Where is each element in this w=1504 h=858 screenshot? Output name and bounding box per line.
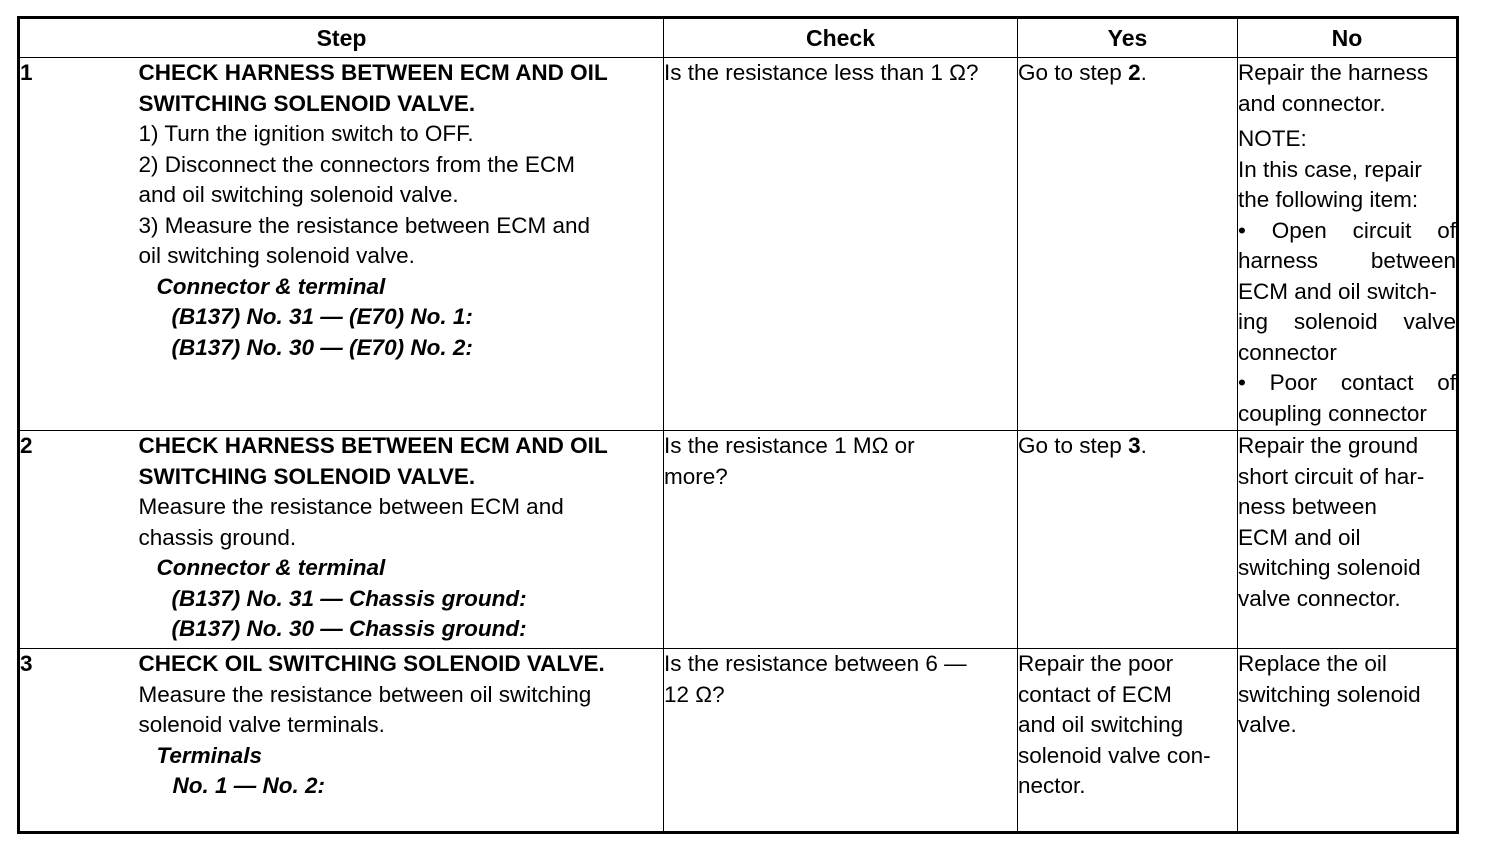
- no-line: ing solenoid valve: [1238, 309, 1456, 334]
- no-line: short circuit of har-: [1238, 463, 1425, 489]
- terminal-spec: (B137) No. 30 — Chassis ground:: [171, 616, 527, 641]
- no-line: • Poor contact of: [1238, 370, 1456, 395]
- step-number: 1: [19, 58, 139, 431]
- step-reference: 3: [1128, 433, 1141, 458]
- step-number: 3: [19, 649, 139, 833]
- check-line: Is the resistance between 6 —: [664, 651, 967, 676]
- no-line: the following item:: [1238, 187, 1419, 212]
- yes-cell: [1018, 649, 1238, 833]
- no-cell: [1238, 649, 1458, 833]
- connector-label: Connector & terminal: [156, 555, 386, 580]
- no-line: switching solenoid: [1238, 681, 1421, 707]
- check-cell: Is the resistance less than 1 Ω?: [664, 58, 1018, 431]
- step-line: solenoid valve terminals.: [138, 712, 385, 737]
- step-heading: SWITCHING SOLENOID VALVE.: [138, 463, 476, 489]
- no-line: connector: [1238, 339, 1337, 365]
- step-line: 2) Disconnect the connectors from the ECM: [138, 151, 575, 177]
- step-heading: SWITCHING SOLENOID VALVE.: [138, 90, 476, 116]
- check-cell: [664, 649, 1018, 833]
- check-line: more?: [664, 463, 728, 489]
- step-heading: CHECK HARNESS BETWEEN ECM AND OIL: [138, 433, 608, 458]
- note-label: NOTE:: [1238, 126, 1307, 151]
- step-line: and oil switching solenoid valve.: [138, 182, 459, 207]
- connector-label: Terminals: [156, 742, 262, 768]
- yes-text: Go to step: [1018, 60, 1129, 85]
- no-line: ness between: [1238, 494, 1377, 519]
- no-line: ECM and oil: [1238, 524, 1361, 550]
- header-yes: Yes: [1018, 18, 1238, 58]
- step-line: Measure the resistance between oil switching: [138, 681, 592, 707]
- step-reference: 2: [1128, 60, 1141, 85]
- no-cell: [1238, 58, 1458, 431]
- table-row: [19, 431, 1458, 649]
- check-line: Is the resistance 1 MΩ or: [664, 433, 915, 458]
- yes-line: solenoid valve con-: [1018, 742, 1211, 768]
- yes-line: nector.: [1018, 773, 1086, 798]
- yes-suffix: .: [1140, 433, 1147, 458]
- no-line: ECM and oil switch-: [1238, 278, 1437, 304]
- step-number: 2: [19, 431, 139, 649]
- terminal-spec: (B137) No. 31 — (E70) No. 1:: [171, 304, 473, 329]
- header-check: Check: [664, 18, 1018, 58]
- no-line: harness between: [1238, 248, 1456, 273]
- no-line: • Open circuit of: [1238, 217, 1456, 243]
- table-row: [19, 649, 1458, 833]
- step-heading: CHECK HARNESS BETWEEN ECM AND OIL: [138, 60, 608, 85]
- terminal-spec: No. 1 — No. 2:: [172, 773, 326, 798]
- no-line: In this case, repair: [1238, 156, 1422, 182]
- no-line: and connector.: [1238, 90, 1386, 116]
- step-line: chassis ground.: [138, 524, 297, 550]
- step-line: oil switching solenoid valve.: [138, 243, 415, 268]
- step-description: [139, 649, 664, 833]
- header-no: No: [1238, 18, 1458, 58]
- no-line: Replace the oil: [1238, 651, 1387, 676]
- no-line: valve connector.: [1238, 585, 1401, 611]
- terminal-spec: (B137) No. 30 — (E70) No. 2:: [171, 334, 473, 360]
- step-line: Measure the resistance between ECM and: [138, 494, 564, 519]
- yes-line: Repair the poor: [1018, 651, 1174, 676]
- no-cell: [1238, 431, 1458, 649]
- check-line: 12 Ω?: [664, 681, 725, 707]
- step-line: 1) Turn the ignition switch to OFF.: [138, 121, 474, 146]
- no-line: Repair the ground: [1238, 433, 1419, 458]
- yes-text: Go to step: [1018, 433, 1129, 458]
- table-row: [19, 58, 1458, 431]
- step-heading: CHECK OIL SWITCHING SOLENOID VALVE.: [138, 651, 605, 676]
- no-line: coupling connector: [1238, 400, 1427, 426]
- step-description: [139, 431, 664, 649]
- connector-label: Connector & terminal: [156, 273, 386, 299]
- no-line: Repair the harness: [1238, 60, 1429, 85]
- yes-cell: [1018, 58, 1238, 431]
- yes-line: and oil switching: [1018, 712, 1184, 737]
- step-description: [139, 58, 664, 431]
- header-step: Step: [19, 18, 664, 58]
- yes-suffix: .: [1140, 60, 1147, 85]
- no-line: valve.: [1238, 712, 1297, 737]
- diagnostic-table: [17, 16, 1459, 834]
- terminal-spec: (B137) No. 31 — Chassis ground:: [171, 585, 527, 611]
- no-line: switching solenoid: [1238, 555, 1421, 580]
- yes-cell: [1018, 431, 1238, 649]
- header-row: [19, 18, 1458, 58]
- check-cell: [664, 431, 1018, 649]
- yes-line: contact of ECM: [1018, 681, 1172, 707]
- step-line: 3) Measure the resistance between ECM and: [138, 212, 590, 238]
